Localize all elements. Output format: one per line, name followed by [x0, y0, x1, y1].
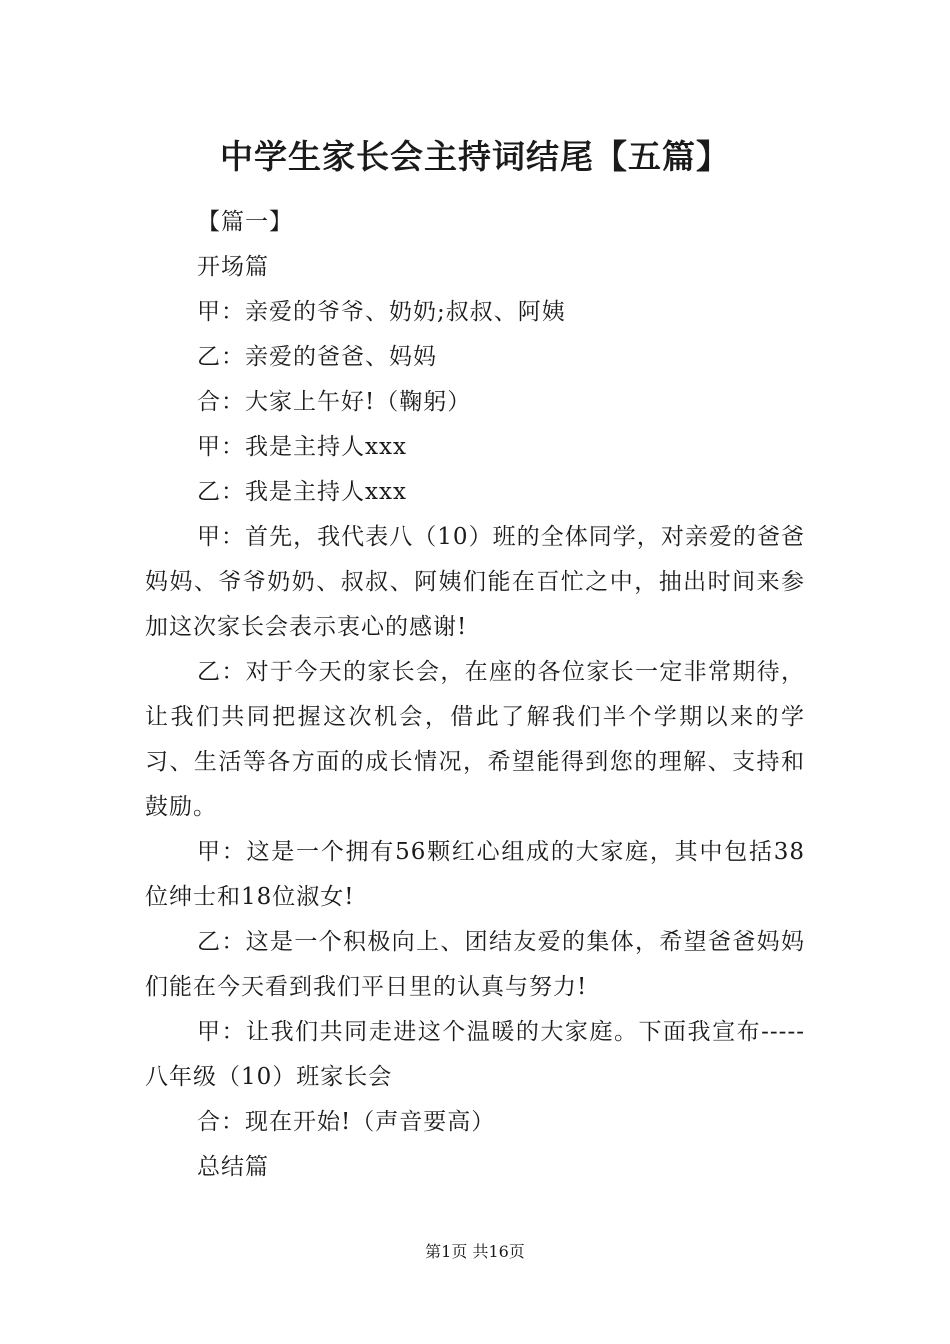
paragraph: 甲：我是主持人xxx [197, 434, 407, 460]
paragraph: 乙：亲爱的爸爸、妈妈 [197, 344, 437, 370]
subsection-heading: 总结篇 [197, 1154, 269, 1180]
section-heading: 【篇一】 [197, 209, 293, 235]
paragraph: 甲：首先，我代表八（10）班的全体同学，对亲爱的爸爸妈妈、爷爷奶奶、叔叔、阿姨们能在百忙之中，抽出时间来参加这次家长会表示衷心的感谢! [145, 524, 805, 640]
subsection-heading: 开场篇 [197, 254, 269, 280]
document-title: 中学生家长会主持词结尾【五篇】 [220, 137, 730, 176]
paragraph: 合：大家上午好!（鞠躬） [197, 389, 472, 415]
paragraph: 合：现在开始!（声音要高） [197, 1109, 496, 1135]
page-footer: 第1页 共16页 [425, 1242, 525, 1261]
paragraph: 甲：这是一个拥有56颗红心组成的大家庭，其中包括38位绅士和18位淑女! [145, 839, 805, 910]
paragraph: 甲：让我们共同走进这个温暖的大家庭。下面我宣布-----八年级（10）班家长会 [145, 1019, 805, 1090]
paragraph: 甲：亲爱的爷爷、奶奶;叔叔、阿姨 [197, 299, 566, 325]
paragraph: 乙：这是一个积极向上、团结友爱的集体，希望爸爸妈妈们能在今天看到我们平日里的认真与努力! [145, 929, 805, 1000]
paragraph: 乙：我是主持人xxx [197, 479, 407, 505]
document-body [145, 200, 805, 1190]
paragraph: 乙：对于今天的家长会，在座的各位家长一定非常期待，让我们共同把握这次机会，借此了解我们半个学期以来的学习、生活等各方面的成长情况，希望能得到您的理解、支持和鼓励。 [145, 659, 805, 820]
